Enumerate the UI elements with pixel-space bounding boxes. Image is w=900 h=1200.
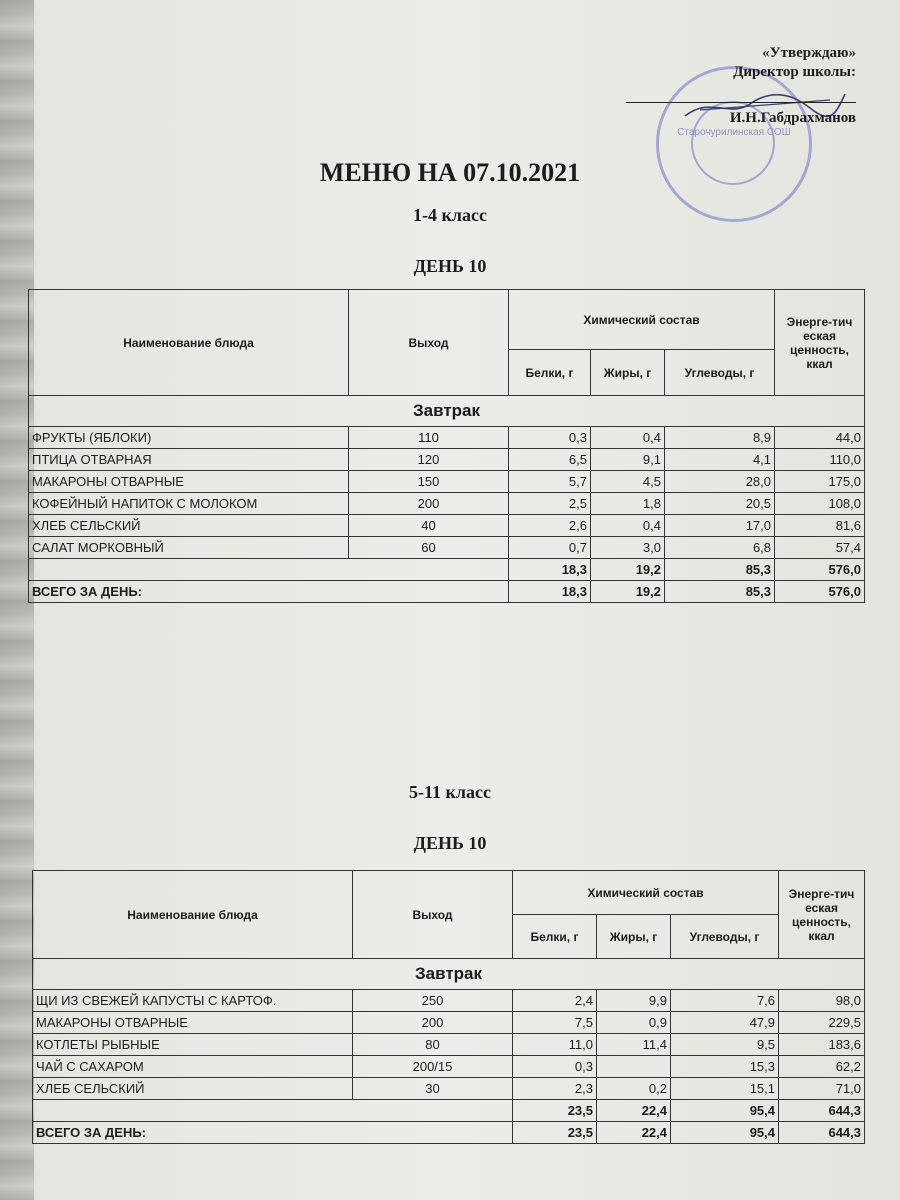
cell-fat: 9,9: [597, 990, 671, 1012]
cell-fat: 0,4: [591, 427, 665, 449]
cell-fat: 1,8: [591, 493, 665, 515]
header-energy: [775, 290, 865, 396]
cell-protein: 2,3: [513, 1078, 597, 1100]
cell-fat: [597, 1056, 671, 1078]
table-row: [33, 1012, 865, 1034]
cell-output: 80: [353, 1034, 513, 1056]
cell-output: 150: [349, 471, 509, 493]
approve-signer: И.Н.Габдрахманов: [729, 110, 856, 126]
rows-1: [29, 427, 865, 559]
cell-protein: 11,0: [513, 1034, 597, 1056]
cell-name: ЩИ ИЗ СВЕЖЕЙ КАПУСТЫ С КАРТОФ.: [33, 990, 353, 1012]
page-title: МЕНЮ НА 07.10.2021: [319, 158, 581, 187]
cell-protein: 2,6: [509, 515, 591, 537]
total-energy: 644,3: [779, 1122, 865, 1144]
header-energy-line1: Энерге-тич: [788, 886, 855, 901]
table-row: [29, 449, 865, 471]
class-label-1: 1-4 класс: [413, 205, 487, 225]
header-output: Выход: [349, 290, 509, 396]
header-chem: Химический состав: [513, 871, 779, 915]
header-energy-line1: Энерге-тич: [786, 314, 853, 329]
header-output: Выход: [353, 871, 513, 959]
header-name: Наименование блюда: [33, 871, 353, 959]
table-row: [33, 1078, 865, 1100]
approval-block: [626, 44, 856, 128]
subtotal-protein: 23,5: [513, 1100, 597, 1122]
cell-output: 200/15: [353, 1056, 513, 1078]
header-protein: Белки, г: [509, 350, 591, 396]
menu-table-2: [32, 870, 865, 1144]
subtotal-energy: 644,3: [779, 1100, 865, 1122]
cell-name: ХЛЕБ СЕЛЬСКИЙ: [33, 1078, 353, 1100]
stamp-text: Старочурилинская СОШ: [677, 127, 791, 138]
cell-energy: 108,0: [775, 493, 865, 515]
cell-name: КОТЛЕТЫ РЫБНЫЕ: [33, 1034, 353, 1056]
header-chem: Химический состав: [509, 290, 775, 350]
cell-carbs: 15,3: [671, 1056, 779, 1078]
cell-output: 60: [349, 537, 509, 559]
cell-fat: 0,4: [591, 515, 665, 537]
cell-protein: 0,7: [509, 537, 591, 559]
table-row: [33, 1056, 865, 1078]
table-row: [29, 515, 865, 537]
rows-2: [33, 990, 865, 1100]
header-energy-line2: еская ценность, ккал: [792, 900, 851, 943]
cell-fat: 4,5: [591, 471, 665, 493]
total-fat: 19,2: [591, 581, 665, 603]
cell-energy: 175,0: [775, 471, 865, 493]
header-fat: Жиры, г: [591, 350, 665, 396]
cell-fat: 3,0: [591, 537, 665, 559]
total-protein: 18,3: [509, 581, 591, 603]
cell-carbs: 15,1: [671, 1078, 779, 1100]
header-energy-line2: еская ценность, ккал: [790, 328, 849, 371]
cell-protein: 6,5: [509, 449, 591, 471]
total-carbs: 95,4: [671, 1122, 779, 1144]
cell-output: 250: [353, 990, 513, 1012]
cell-protein: 5,7: [509, 471, 591, 493]
cell-energy: 229,5: [779, 1012, 865, 1034]
subtotal-fat: 19,2: [591, 559, 665, 581]
cell-carbs: 28,0: [665, 471, 775, 493]
table-row: [29, 493, 865, 515]
cell-fat: 0,9: [597, 1012, 671, 1034]
header-protein: Белки, г: [513, 915, 597, 959]
total-row: [29, 581, 865, 603]
total-label: ВСЕГО ЗА ДЕНЬ:: [29, 581, 509, 603]
cell-output: 120: [349, 449, 509, 471]
cell-protein: 2,4: [513, 990, 597, 1012]
subtotal-row: [33, 1100, 865, 1122]
cell-energy: 110,0: [775, 449, 865, 471]
cell-carbs: 6,8: [665, 537, 775, 559]
total-energy: 576,0: [775, 581, 865, 603]
meal-label: Завтрак: [33, 959, 865, 990]
subtotal-energy: 576,0: [775, 559, 865, 581]
cell-energy: 98,0: [779, 990, 865, 1012]
cell-fat: 0,2: [597, 1078, 671, 1100]
cell-fat: 11,4: [597, 1034, 671, 1056]
cell-carbs: 20,5: [665, 493, 775, 515]
cell-output: 200: [353, 1012, 513, 1034]
signature-line: [626, 84, 856, 103]
subtotal-row: [29, 559, 865, 581]
subtotal-fat: 22,4: [597, 1100, 671, 1122]
total-label: ВСЕГО ЗА ДЕНЬ:: [33, 1122, 513, 1144]
class-label-2: 5-11 класс: [409, 782, 491, 802]
menu-table-1: [28, 289, 865, 603]
cell-name: ХЛЕБ СЕЛЬСКИЙ: [29, 515, 349, 537]
cell-protein: 0,3: [509, 427, 591, 449]
cell-energy: 57,4: [775, 537, 865, 559]
table-row: [29, 427, 865, 449]
cell-fat: 9,1: [591, 449, 665, 471]
total-fat: 22,4: [597, 1122, 671, 1144]
cell-energy: 81,6: [775, 515, 865, 537]
cell-protein: 7,5: [513, 1012, 597, 1034]
cell-output: 110: [349, 427, 509, 449]
cell-output: 200: [349, 493, 509, 515]
cell-carbs: 47,9: [671, 1012, 779, 1034]
header-energy: [779, 871, 865, 959]
table-row: [33, 990, 865, 1012]
cell-name: ЧАЙ С САХАРОМ: [33, 1056, 353, 1078]
header-fat: Жиры, г: [597, 915, 671, 959]
table-row: [33, 1034, 865, 1056]
cell-name: ФРУКТЫ (ЯБЛОКИ): [29, 427, 349, 449]
cell-carbs: 8,9: [665, 427, 775, 449]
cell-carbs: 9,5: [671, 1034, 779, 1056]
approve-line1: «Утверждаю»: [762, 45, 856, 61]
day-label-2: ДЕНЬ 10: [413, 833, 487, 853]
meal-label: Завтрак: [29, 396, 865, 427]
cell-output: 40: [349, 515, 509, 537]
table-row: [29, 537, 865, 559]
cell-protein: 2,5: [509, 493, 591, 515]
header-carbs: Углеводы, г: [671, 915, 779, 959]
cell-energy: 62,2: [779, 1056, 865, 1078]
cell-output: 30: [353, 1078, 513, 1100]
day-label-1: ДЕНЬ 10: [413, 256, 487, 276]
header-carbs: Углеводы, г: [665, 350, 775, 396]
cell-protein: 0,3: [513, 1056, 597, 1078]
cell-carbs: 7,6: [671, 990, 779, 1012]
total-row: [33, 1122, 865, 1144]
table-row: [29, 471, 865, 493]
cell-carbs: 4,1: [665, 449, 775, 471]
cell-name: САЛАТ МОРКОВНЫЙ: [29, 537, 349, 559]
cell-energy: 71,0: [779, 1078, 865, 1100]
cell-carbs: 17,0: [665, 515, 775, 537]
cell-name: МАКАРОНЫ ОТВАРНЫЕ: [29, 471, 349, 493]
cell-name: ПТИЦА ОТВАРНАЯ: [29, 449, 349, 471]
subtotal-protein: 18,3: [509, 559, 591, 581]
cell-energy: 183,6: [779, 1034, 865, 1056]
subtotal-carbs: 85,3: [665, 559, 775, 581]
total-carbs: 85,3: [665, 581, 775, 603]
total-protein: 23,5: [513, 1122, 597, 1144]
cell-name: КОФЕЙНЫЙ НАПИТОК С МОЛОКОМ: [29, 493, 349, 515]
approve-line2: Директор школы:: [733, 64, 856, 80]
header-name: Наименование блюда: [29, 290, 349, 396]
subtotal-carbs: 95,4: [671, 1100, 779, 1122]
cell-energy: 44,0: [775, 427, 865, 449]
cell-name: МАКАРОНЫ ОТВАРНЫЕ: [33, 1012, 353, 1034]
